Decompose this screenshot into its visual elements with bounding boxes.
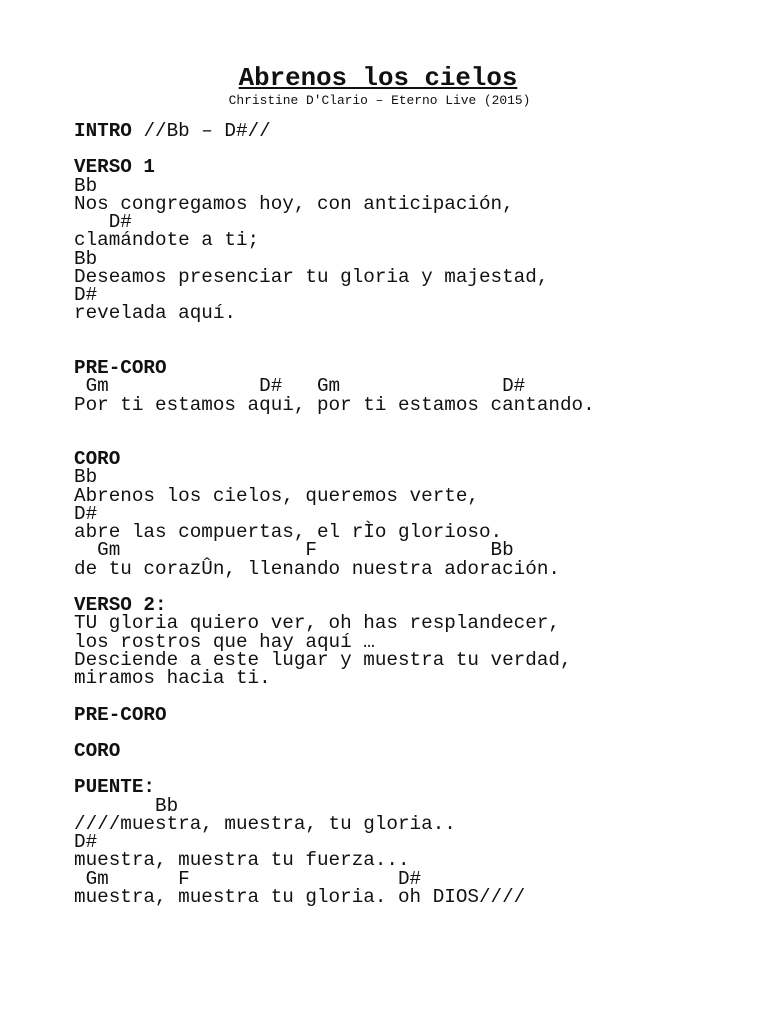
section-label-coro: CORO [74,448,121,471]
chord-line: Bb [74,174,98,197]
chord-line: D# [74,502,98,525]
spacer [74,724,754,742]
spacer [74,414,754,432]
lyric-line: de tu corazÛn, llenando nuestra adoración. [74,557,560,580]
spacer [74,140,754,158]
chord-line: Gm F D# [74,867,422,890]
lyric-line: muestra, muestra tu gloria. oh DIOS//// [74,885,526,908]
section-label-pre-coro: PRE-CORO [74,357,167,380]
spacer [74,578,754,596]
chord-line: D# [74,831,98,854]
lyric-line: Deseamos presenciar tu gloria y majestad, [74,265,549,288]
intro-line [74,122,754,140]
chord-line: Bb [74,247,98,270]
lyric-line: ////muestra, muestra, tu gloria.. [74,812,456,835]
song-title: Abrenos los cielos [238,64,518,93]
section-label-coro-repeat: CORO [74,739,121,762]
spacer [74,760,754,778]
chord-line: D# [74,211,132,234]
lyric-line: Desciende a este lugar y muestra tu verdad, [74,648,572,671]
spacer [74,432,754,450]
spacer [74,323,754,341]
intro-chords: //Bb – D#// [143,120,271,142]
chord-sheet [74,122,754,906]
section-label-verse-1: VERSO 1 [74,156,155,179]
song-subtitle: Christine D'Clario – Eterno Live (2015) [228,93,531,108]
lyric-line: muestra, muestra tu fuerza... [74,849,410,872]
chord-line: Gm D# Gm D# [74,375,526,398]
lyric-line: Nos congregamos hoy, con anticipación, [74,192,514,215]
lyric-line: revelada aquí. [74,302,236,325]
lyric-line: abre las compuertas, el rÌo glorioso. [74,521,503,544]
spacer [74,341,754,359]
chord-line: Gm F Bb [74,539,514,562]
section-label-intro: INTRO [74,120,132,142]
lyric-line: los rostros que hay aquí … [74,630,375,653]
lyric-line: TU gloria quiero ver, oh has resplandecer, [74,612,560,635]
section-label-pre-coro-repeat: PRE-CORO [74,703,167,726]
spacer [74,687,754,705]
chord-line: Bb [74,794,179,817]
lyric-line: miramos hacia ti. [74,667,271,690]
lyric-line: Por ti estamos aqui, por ti estamos cantando. [74,393,595,416]
lyric-line: clamándote a ti; [74,229,260,252]
section-label-verse-2: VERSO 2: [74,594,167,617]
section-label-puente: PUENTE: [74,776,155,799]
chord-line: Bb [74,466,98,489]
chord-line: D# [74,284,98,307]
lyric-line: Abrenos los cielos, queremos verte, [74,484,479,507]
